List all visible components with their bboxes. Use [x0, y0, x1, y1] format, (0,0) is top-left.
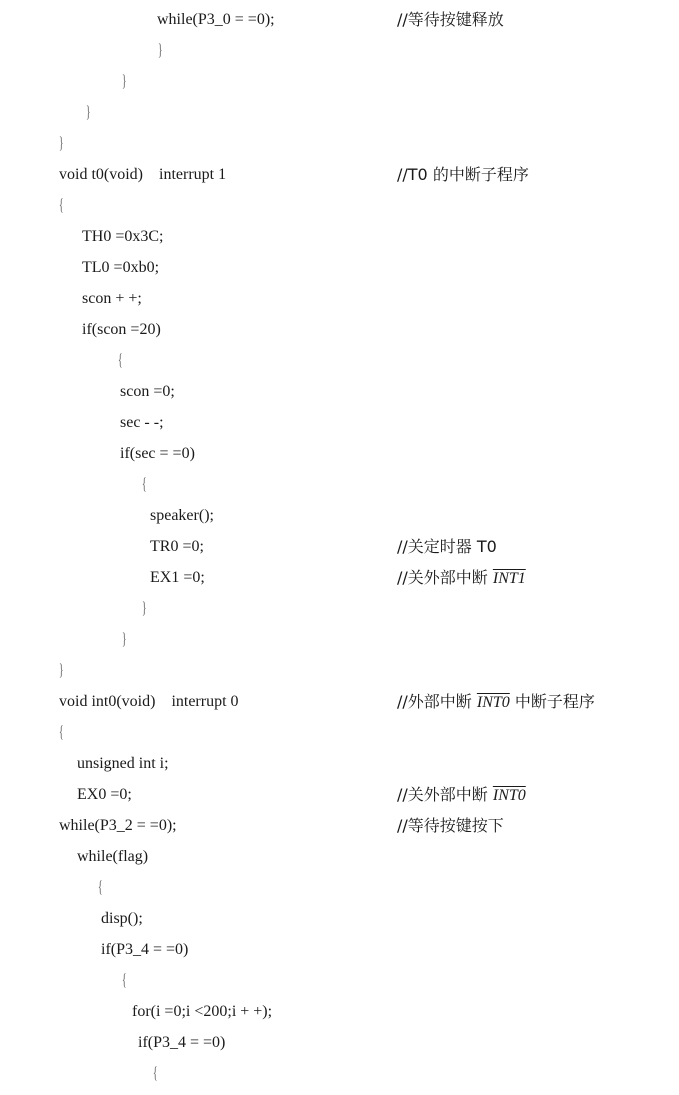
code-line — [0, 37, 679, 68]
code-line — [0, 626, 679, 657]
code-text: disp(); — [101, 910, 143, 927]
code-line — [0, 223, 679, 254]
code-text: while(P3_0 = =0); — [157, 11, 275, 28]
opening-brace: { — [122, 970, 127, 989]
code-text: scon + +; — [82, 290, 142, 307]
code-text: if(P3_4 = =0) — [101, 941, 189, 958]
code-text: void int0(void) interrupt 0 — [59, 693, 239, 710]
overlined-signal-name: INT0 — [492, 787, 526, 804]
code-text: scon =0; — [120, 383, 175, 400]
code-comment: //关外部中断 INT0 — [397, 785, 526, 804]
code-line — [0, 502, 679, 533]
code-line — [0, 99, 679, 130]
code-line — [0, 378, 679, 409]
code-line — [0, 130, 679, 161]
code-line — [0, 347, 679, 378]
code-line — [0, 719, 679, 750]
closing-brace: } — [122, 629, 127, 648]
code-text: void t0(void) interrupt 1 — [59, 166, 227, 183]
code-line — [0, 440, 679, 471]
code-comment: //等待按键按下 — [397, 816, 504, 835]
code-text: unsigned int i; — [77, 755, 169, 772]
code-line — [0, 1029, 679, 1060]
code-line — [0, 316, 679, 347]
code-text: for(i =0;i <200;i + +); — [132, 1003, 273, 1020]
code-line — [0, 688, 679, 719]
code-line — [0, 874, 679, 905]
code-text: if(P3_4 = =0) — [138, 1034, 226, 1051]
opening-brace: { — [153, 1063, 158, 1082]
code-line — [0, 781, 679, 812]
code-line — [0, 471, 679, 502]
code-line — [0, 812, 679, 843]
code-line — [0, 409, 679, 440]
closing-brace: } — [142, 598, 147, 617]
code-text: EX1 =0; — [150, 569, 205, 586]
overlined-signal-name: INT1 — [492, 570, 526, 587]
code-text: sec - -; — [120, 414, 164, 431]
code-text: TL0 =0xb0; — [82, 259, 160, 276]
code-line — [0, 1060, 679, 1091]
code-comment: //等待按键释放 — [397, 10, 504, 29]
code-line — [0, 6, 679, 37]
code-line — [0, 936, 679, 967]
code-text: if(scon =20) — [82, 321, 161, 338]
closing-brace: } — [158, 40, 163, 59]
code-line — [0, 161, 679, 192]
code-line — [0, 998, 679, 1029]
opening-brace: { — [118, 350, 123, 369]
code-line — [0, 843, 679, 874]
code-line — [0, 657, 679, 688]
closing-brace: } — [86, 102, 91, 121]
code-line — [0, 905, 679, 936]
code-comment: //T0 的中断子程序 — [397, 165, 529, 184]
code-text: if(sec = =0) — [120, 445, 195, 462]
code-text: TH0 =0x3C; — [82, 228, 164, 245]
opening-brace: { — [59, 722, 64, 741]
code-comment: //关定时器 T0 — [397, 537, 497, 556]
code-text: speaker(); — [150, 507, 214, 524]
overlined-signal-name: INT0 — [476, 694, 510, 711]
opening-brace: { — [142, 474, 147, 493]
closing-brace: } — [59, 660, 64, 679]
code-text: TR0 =0; — [150, 538, 204, 555]
closing-brace: } — [59, 133, 64, 152]
closing-brace: } — [122, 71, 127, 90]
code-text: while(P3_2 = =0); — [59, 817, 177, 834]
code-line — [0, 533, 679, 564]
code-line — [0, 967, 679, 998]
code-line — [0, 68, 679, 99]
code-line — [0, 564, 679, 595]
code-text: EX0 =0; — [77, 786, 132, 803]
code-line — [0, 595, 679, 626]
code-text: while(flag) — [77, 848, 149, 865]
code-line — [0, 192, 679, 223]
code-line — [0, 254, 679, 285]
code-comment: //关外部中断 INT1 — [397, 568, 526, 587]
code-line — [0, 750, 679, 781]
opening-brace: { — [98, 877, 103, 896]
opening-brace: { — [59, 195, 64, 214]
code-comment: //外部中断 INT0 中断子程序 — [397, 692, 595, 711]
code-line — [0, 285, 679, 316]
